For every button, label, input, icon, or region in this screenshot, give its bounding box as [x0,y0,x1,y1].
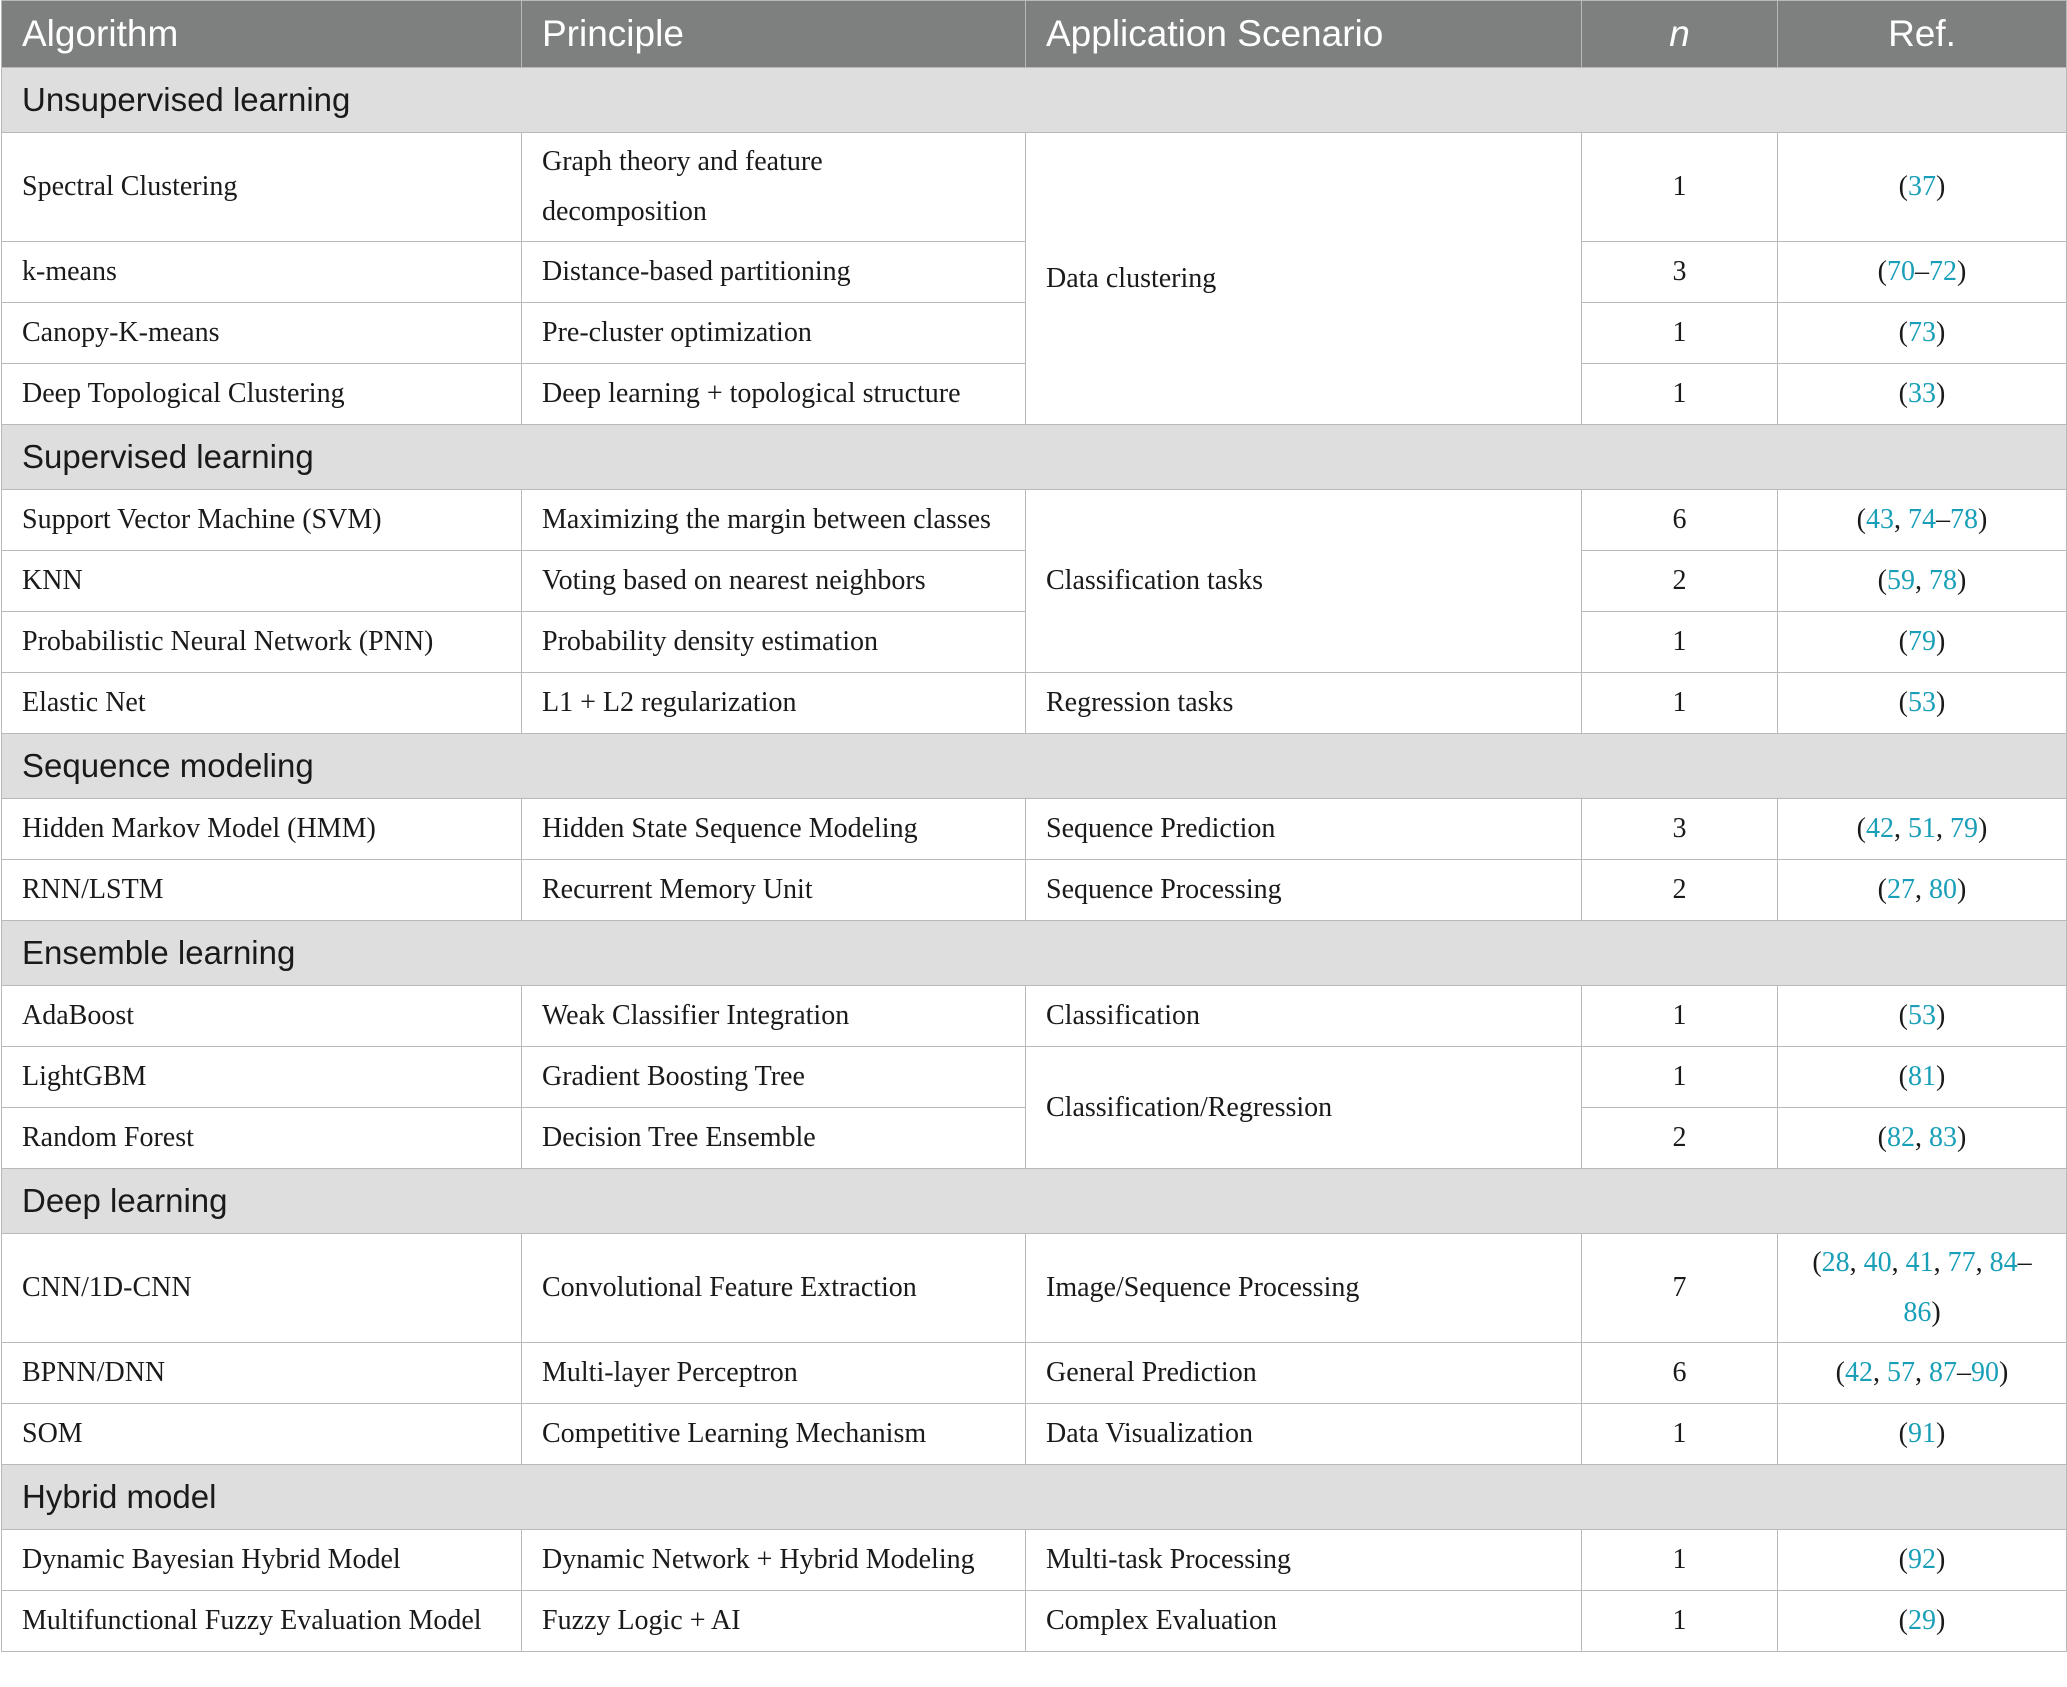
table-row [2,673,2067,734]
cell-ref: (91) [1778,1404,2067,1465]
cell-n: 2 [1582,1108,1778,1169]
table-row [2,1047,2067,1108]
group-supervised: Supervised learning [2,425,2067,490]
cell-algorithm: SOM [2,1404,522,1465]
cell-ref: (53) [1778,986,2067,1047]
cell-scenario: Complex Evaluation [1026,1591,1582,1652]
group-row [2,425,2067,490]
cell-algorithm: Random Forest [2,1108,522,1169]
table-row [2,1234,2067,1343]
citation-link[interactable]: 79 [1908,626,1936,657]
citation-link[interactable]: 78 [1950,504,1978,535]
cell-principle: Distance-based partitioning [522,242,1026,303]
cell-n: 1 [1582,673,1778,734]
cell-principle: L1 + L2 regularization [522,673,1026,734]
cell-ref: (81) [1778,1047,2067,1108]
citation-link[interactable]: 87 [1929,1357,1957,1388]
cell-scenario-merged: Data clustering [1026,133,1582,425]
cell-ref: (82, 83) [1778,1108,2067,1169]
cell-n: 2 [1582,551,1778,612]
cell-n: 3 [1582,242,1778,303]
cell-ref: (33) [1778,364,2067,425]
citation-link[interactable]: 53 [1908,1000,1936,1031]
header-algorithm: Algorithm [2,1,522,68]
citation-link[interactable]: 91 [1908,1418,1936,1449]
cell-algorithm: Dynamic Bayesian Hybrid Model [2,1530,522,1591]
header-scenario: Application Scenario [1026,1,1582,68]
cell-principle: Recurrent Memory Unit [522,860,1026,921]
citation-link[interactable]: 43 [1866,504,1894,535]
cell-algorithm: CNN/1D-CNN [2,1234,522,1343]
group-hybrid: Hybrid model [2,1465,2067,1530]
cell-algorithm: Spectral Clustering [2,133,522,242]
table-row [2,133,2067,242]
header-principle: Principle [522,1,1026,68]
table-row [2,1530,2067,1591]
cell-algorithm: Canopy-K-means [2,303,522,364]
cell-scenario: Regression tasks [1026,673,1582,734]
cell-principle: Probability density estimation [522,612,1026,673]
citation-link[interactable]: 78 [1929,565,1957,596]
group-unsupervised: Unsupervised learning [2,68,2067,133]
cell-algorithm: Elastic Net [2,673,522,734]
cell-scenario: Data Visualization [1026,1404,1582,1465]
cell-n: 7 [1582,1234,1778,1343]
cell-n: 1 [1582,1047,1778,1108]
cell-principle: Maximizing the margin between classes [522,490,1026,551]
table-row [2,490,2067,551]
citation-link[interactable]: 42 [1845,1357,1873,1388]
citation-link[interactable]: 74 [1908,504,1936,535]
citation-link[interactable]: 53 [1908,687,1936,718]
cell-algorithm: k-means [2,242,522,303]
group-row [2,1169,2067,1234]
cell-algorithm: Multifunctional Fuzzy Evaluation Model [2,1591,522,1652]
cell-scenario-merged: Classification/Regression [1026,1047,1582,1169]
cell-principle: Gradient Boosting Tree [522,1047,1026,1108]
cell-algorithm: KNN [2,551,522,612]
cell-n: 1 [1582,986,1778,1047]
cell-algorithm: Probabilistic Neural Network (PNN) [2,612,522,673]
citation-link[interactable]: 40 [1863,1247,1892,1278]
cell-algorithm: LightGBM [2,1047,522,1108]
group-row [2,1465,2067,1530]
cell-principle: Voting based on nearest neighbors [522,551,1026,612]
cell-scenario: General Prediction [1026,1343,1582,1404]
citation-link[interactable]: 57 [1887,1357,1915,1388]
cell-n: 6 [1582,1343,1778,1404]
cell-principle: Hidden State Sequence Modeling [522,799,1026,860]
cell-ref: (37) [1778,133,2067,242]
cell-algorithm: BPNN/DNN [2,1343,522,1404]
cell-ref: (29) [1778,1591,2067,1652]
group-deep: Deep learning [2,1169,2067,1234]
citation-link[interactable]: 33 [1908,378,1936,409]
cell-ref: (42, 57, 87–90) [1778,1343,2067,1404]
group-row [2,921,2067,986]
cell-n: 1 [1582,133,1778,242]
cell-scenario: Classification [1026,986,1582,1047]
cell-scenario-merged: Classification tasks [1026,490,1582,673]
cell-ref: (53) [1778,673,2067,734]
group-sequence: Sequence modeling [2,734,2067,799]
cell-ref: (73) [1778,303,2067,364]
cell-ref: (42, 51, 79) [1778,799,2067,860]
cell-ref: (92) [1778,1530,2067,1591]
cell-algorithm: AdaBoost [2,986,522,1047]
table-row [2,1404,2067,1465]
cell-principle: Pre-cluster optimization [522,303,1026,364]
header-ref: Ref. [1778,1,2067,68]
cell-ref: (79) [1778,612,2067,673]
cell-ref: (43, 74–78) [1778,490,2067,551]
cell-ref: (28, 40, 41, 77, 84– 86) [1778,1234,2067,1343]
cell-ref: (59, 78) [1778,551,2067,612]
citation-link[interactable]: 41 [1905,1247,1934,1278]
cell-n: 1 [1582,1530,1778,1591]
citation-link[interactable]: 77 [1947,1247,1976,1278]
cell-scenario: Sequence Prediction [1026,799,1582,860]
cell-principle: Multi-layer Perceptron [522,1343,1026,1404]
cell-principle: Weak Classifier Integration [522,986,1026,1047]
group-row [2,68,2067,133]
cell-principle: Decision Tree Ensemble [522,1108,1026,1169]
header-n: n [1582,1,1778,68]
cell-algorithm: Hidden Markov Model (HMM) [2,799,522,860]
citation-link[interactable]: 29 [1908,1605,1936,1636]
table-row [2,799,2067,860]
cell-principle: Fuzzy Logic + AI [522,1591,1026,1652]
citation-link[interactable]: 86 [1903,1297,1932,1328]
cell-principle: Dynamic Network + Hybrid Modeling [522,1530,1026,1591]
citation-link[interactable]: 82 [1887,1122,1915,1153]
cell-n: 3 [1582,799,1778,860]
citation-link[interactable]: 37 [1908,171,1936,202]
citation-link[interactable]: 79 [1950,813,1978,844]
table-row [2,860,2067,921]
algorithm-table [1,0,2067,1652]
principle-line-1: Graph theory and feature [542,146,823,177]
cell-scenario: Image/Sequence Processing [1026,1234,1582,1343]
header-row [2,1,2067,68]
citation-link[interactable]: 81 [1908,1061,1936,1092]
cell-n: 2 [1582,860,1778,921]
citation-link[interactable]: 28 [1821,1247,1850,1278]
cell-n: 1 [1582,364,1778,425]
cell-algorithm: RNN/LSTM [2,860,522,921]
citation-link[interactable]: 80 [1929,874,1957,905]
citation-link[interactable]: 42 [1866,813,1894,844]
group-ensemble: Ensemble learning [2,921,2067,986]
citation-link[interactable]: 72 [1929,256,1957,287]
cell-n: 1 [1582,1591,1778,1652]
cell-n: 1 [1582,303,1778,364]
cell-n: 1 [1582,1404,1778,1465]
cell-ref: (27, 80) [1778,860,2067,921]
cell-ref: (70–72) [1778,242,2067,303]
cell-algorithm: Deep Topological Clustering [2,364,522,425]
citation-link[interactable]: 73 [1908,317,1936,348]
cell-n: 6 [1582,490,1778,551]
cell-n: 1 [1582,612,1778,673]
citation-link[interactable]: 51 [1908,813,1936,844]
table-row [2,1591,2067,1652]
cell-principle: Convolutional Feature Extraction [522,1234,1026,1343]
citation-link[interactable]: 92 [1908,1544,1936,1575]
citation-link[interactable]: 59 [1887,565,1915,596]
table-row [2,1343,2067,1404]
cell-principle: Competitive Learning Mechanism [522,1404,1026,1465]
citation-link[interactable]: 70 [1887,256,1915,287]
table-row [2,986,2067,1047]
cell-principle: Deep learning + topological structure [522,364,1026,425]
citation-link[interactable]: 27 [1887,874,1915,905]
citation-link[interactable]: 90 [1971,1357,1999,1388]
cell-scenario: Multi-task Processing [1026,1530,1582,1591]
cell-scenario: Sequence Processing [1026,860,1582,921]
citation-link[interactable]: 83 [1929,1122,1957,1153]
group-row [2,734,2067,799]
cell-algorithm: Support Vector Machine (SVM) [2,490,522,551]
principle-line-2: decomposition [542,196,707,227]
cell-principle [522,133,1026,242]
citation-link[interactable]: 84 [1989,1247,2018,1278]
